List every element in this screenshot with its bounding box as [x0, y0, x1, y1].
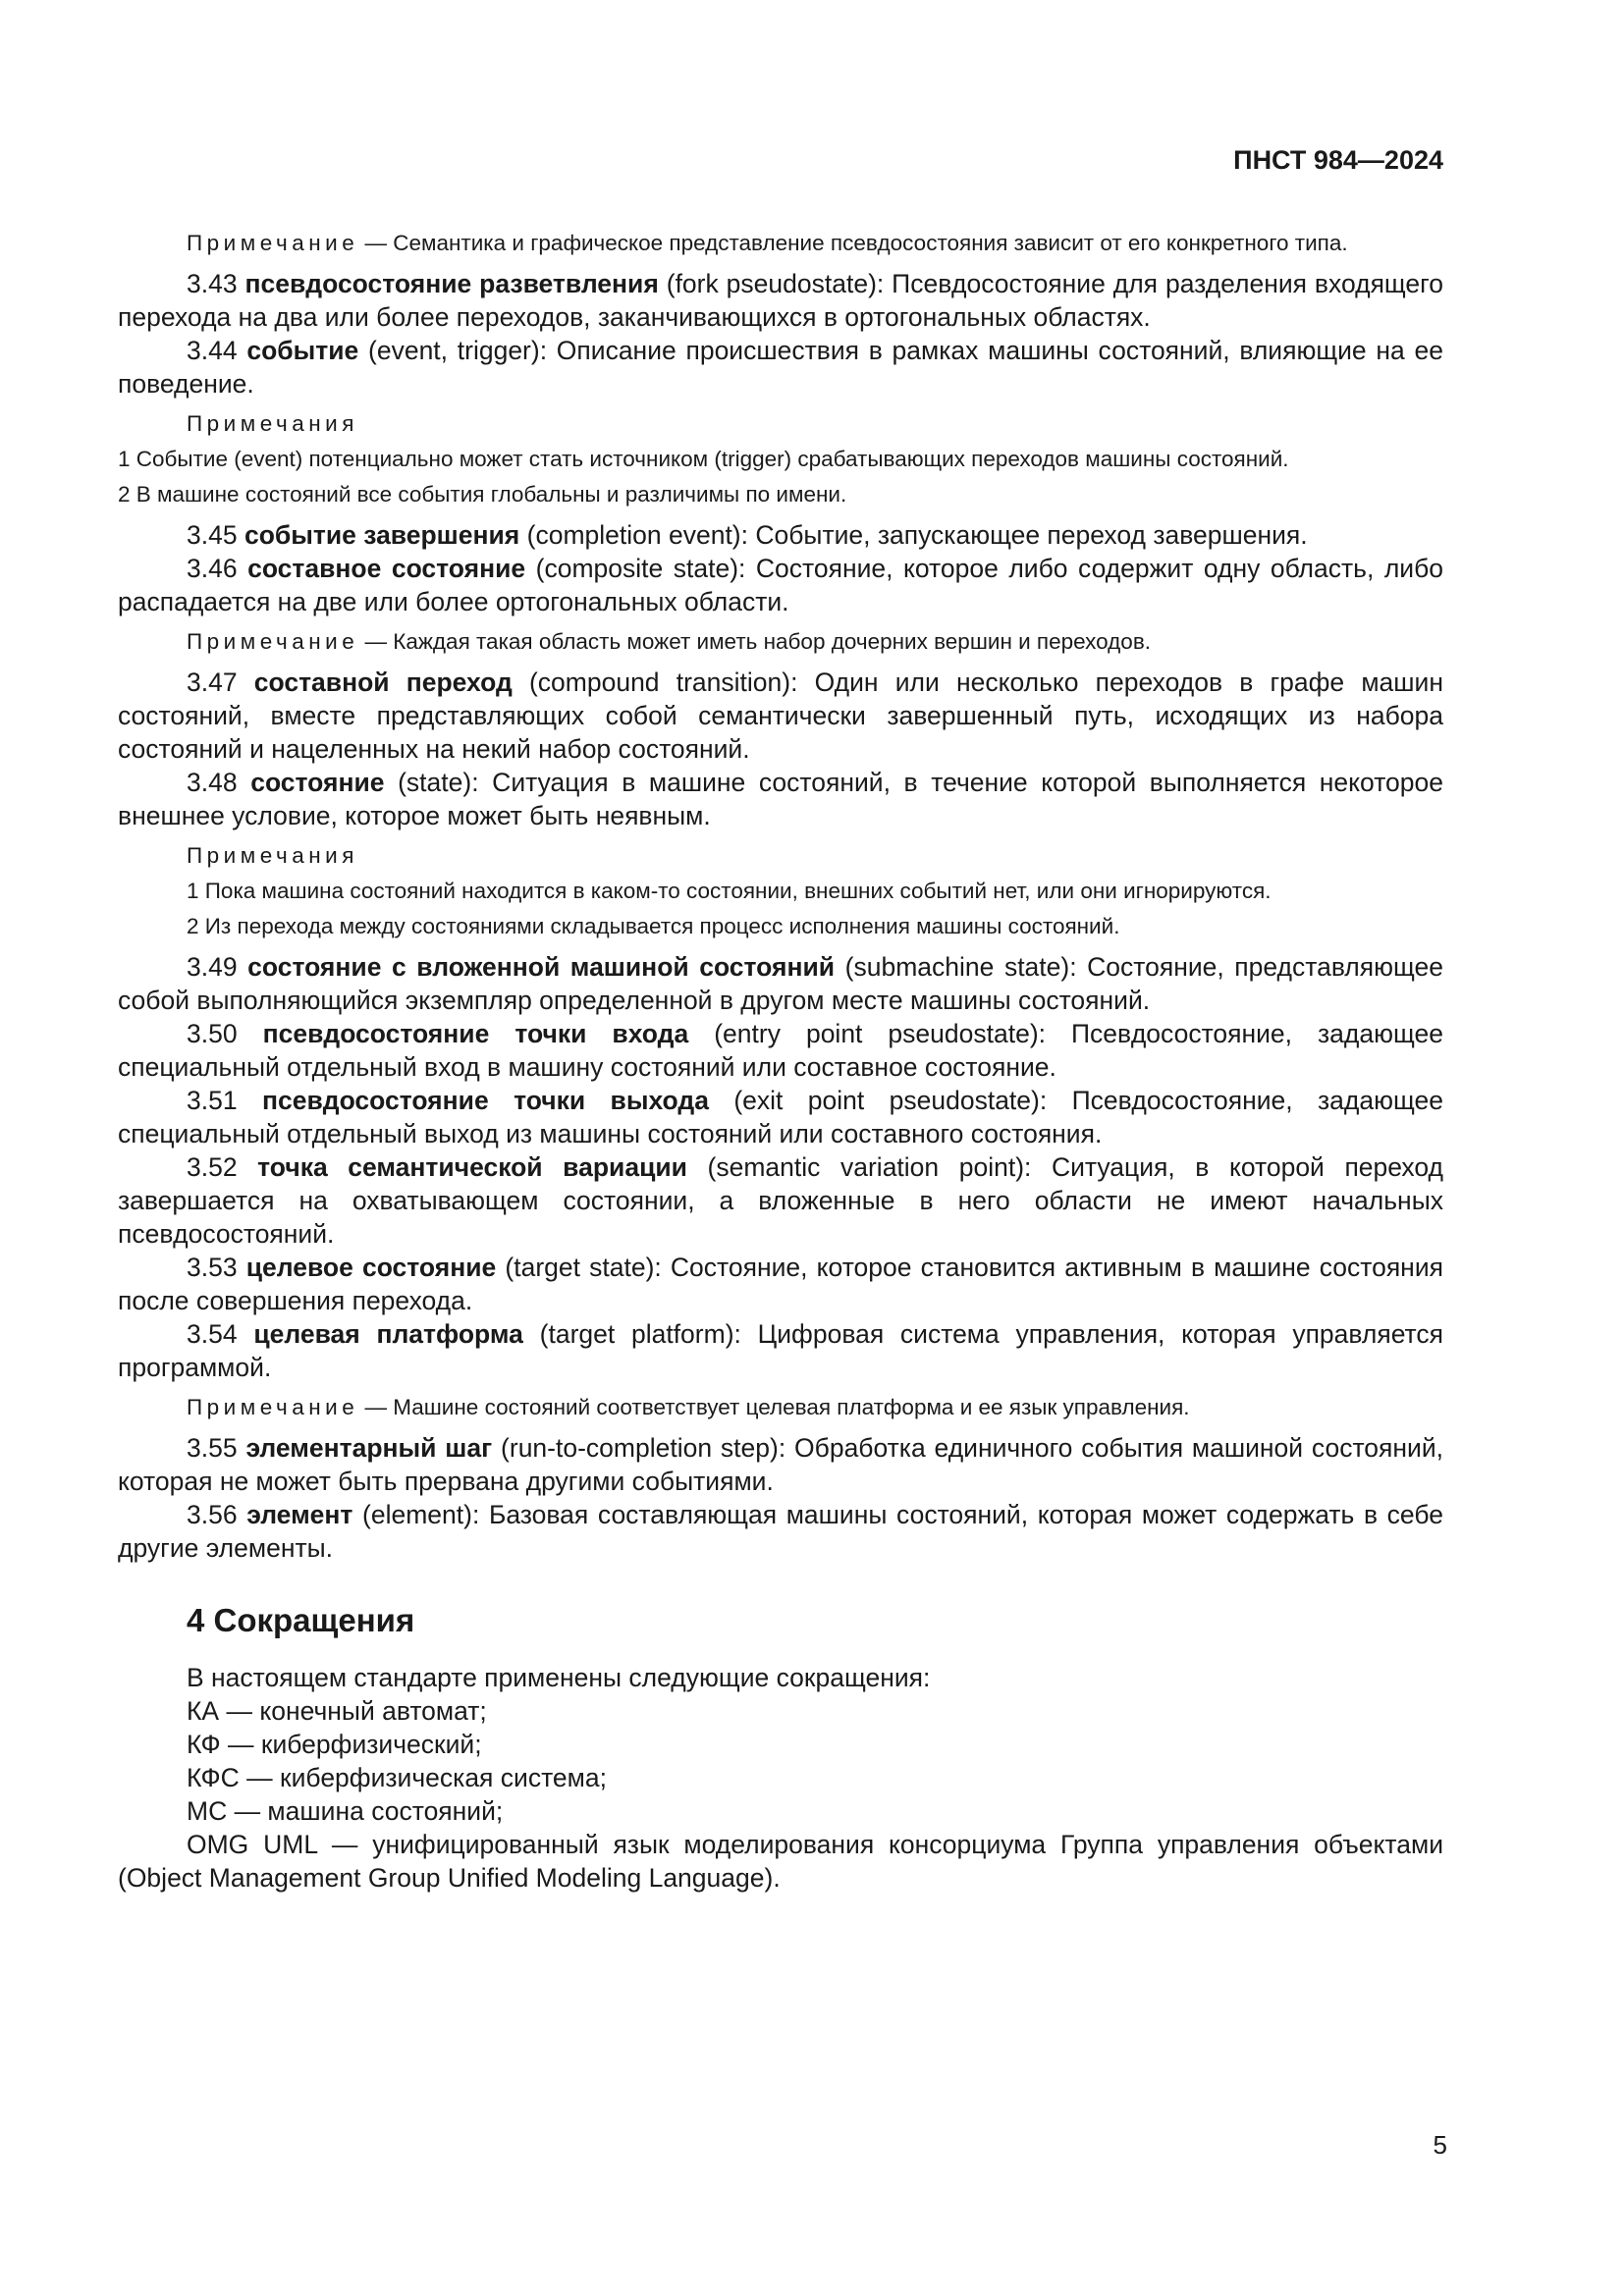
term-definition: (event, trigger): Описание происшествия в рамках машины состояний, влияющие на ее поведение.	[118, 336, 1443, 399]
term-3-53	[118, 1251, 1443, 1317]
term-definition: (composite state): Состояние, которое либо содержит одну область, либо распадается на две или более ортогональных области.	[118, 554, 1443, 616]
note-item: 1 Событие (event) потенциально может стать источником (trigger) срабатывающих переходов машины состояний.	[118, 447, 1289, 471]
term-3-51	[118, 1084, 1443, 1150]
document-code: ПНСТ 984—2024	[1233, 145, 1443, 175]
term-name: состояние	[250, 768, 385, 797]
term-number: 3.54	[187, 1319, 238, 1349]
term-definition: (exit point pseudostate): Псевдосостояние, задающее специальный отдельный выход из машины состояний или составного состояния.	[118, 1086, 1443, 1148]
term-3-52	[118, 1150, 1443, 1251]
notes-heading	[118, 408, 1443, 440]
term-3-48	[118, 766, 1443, 832]
term-3-46	[118, 552, 1443, 618]
term-name: составной переход	[253, 667, 513, 697]
term-name: состояние с вложенной машиной состояний	[247, 952, 836, 982]
term-definition: (fork pseudostate): Псевдосостояние для разделения входящего перехода на два или более переходов, заканчивающихся в ортогональных областях.	[118, 269, 1443, 332]
term-definition: (semantic variation point): Ситуация, в которой переход завершается на охватывающем состоянии, а вложенные в него области не имеют начальных псевдосостояний.	[118, 1152, 1443, 1249]
note-text: — Семантика и графическое представление псевдосостояния зависит от его конкретного типа.	[364, 231, 1348, 255]
term-number: 3.55	[187, 1433, 238, 1463]
term-number: 3.45	[187, 520, 238, 550]
term-definition: (target platform): Цифровая система управления, которая управляется программой.	[118, 1319, 1443, 1382]
term-name: событие завершения	[244, 520, 520, 550]
note-label: Примечание	[187, 231, 359, 255]
notes-label: Примечания	[187, 411, 358, 436]
notes-label: Примечания	[187, 843, 358, 868]
abbreviation-item: КФ — киберфизический;	[187, 1730, 482, 1759]
term-number: 3.44	[187, 336, 238, 365]
note-item: 1 Пока машина состояний находится в каком-то состоянии, внешних событий нет, или они игнорируются.	[187, 879, 1272, 903]
term-3-43	[118, 267, 1443, 334]
note-text: — Машине состояний соответствует целевая платформа и ее язык управления.	[364, 1395, 1190, 1419]
notes-heading	[118, 840, 1443, 872]
term-definition: (submachine state): Состояние, представляющее собой выполняющийся экземпляр определенной в другом месте машины состояний.	[118, 952, 1443, 1015]
note-text: — Каждая такая область может иметь набор дочерних вершин и переходов.	[364, 629, 1152, 654]
term-name: точка семантической вариации	[257, 1152, 687, 1182]
note-item: 2 Из перехода между состояниями складывается процесс исполнения машины состояний.	[187, 914, 1120, 938]
term-number: 3.48	[187, 768, 238, 797]
term-name: целевая платформа	[253, 1319, 523, 1349]
term-definition: (element): Базовая составляющая машины состояний, которая может содержать в себе другие элементы.	[118, 1500, 1443, 1563]
abbreviation-item: OMG UML — унифицированный язык моделирования консорциума Группа управления объектами (Object Management Group Unified Modeling Language).	[118, 1830, 1443, 1893]
term-name: событие	[246, 336, 359, 365]
term-3-49	[118, 950, 1443, 1017]
term-number: 3.51	[187, 1086, 238, 1115]
term-name: составное состояние	[247, 554, 526, 583]
term-number: 3.47	[187, 667, 238, 697]
term-name: псевдосостояние разветвления	[244, 269, 659, 298]
note	[118, 228, 1443, 259]
note-label: Примечание	[187, 1395, 359, 1419]
section-title: 4 Сокращения	[187, 1602, 415, 1638]
term-number: 3.49	[187, 952, 238, 982]
section-intro: В настоящем стандарте применены следующие сокращения:	[187, 1663, 931, 1692]
abbreviation-item: КФС — киберфизическая система;	[187, 1763, 607, 1792]
term-definition: (target state): Состояние, которое становится активным в машине состояния после совершения перехода.	[118, 1253, 1443, 1315]
note-item: 2 В машине состояний все события глобальны и различимы по имени.	[118, 482, 847, 507]
page-content	[118, 220, 1443, 1895]
term-3-44	[118, 334, 1443, 400]
term-name: элемент	[246, 1500, 353, 1529]
term-definition: (state): Ситуация в машине состояний, в течение которой выполняется некоторое внешнее условие, которое может быть неявным.	[118, 768, 1443, 830]
term-definition: (run-to-completion step): Обработка единичного события машиной состояний, которая не может быть прервана другими событиями.	[118, 1433, 1443, 1496]
term-number: 3.56	[187, 1500, 238, 1529]
term-3-45	[118, 518, 1443, 552]
term-3-54	[118, 1317, 1443, 1384]
term-3-47	[118, 666, 1443, 766]
term-3-50	[118, 1017, 1443, 1084]
term-number: 3.52	[187, 1152, 238, 1182]
note	[118, 626, 1443, 658]
note	[118, 1392, 1443, 1423]
note-label: Примечание	[187, 629, 359, 654]
abbreviation-item: КА — конечный автомат;	[187, 1696, 487, 1726]
term-number: 3.53	[187, 1253, 238, 1282]
term-name: целевое состояние	[245, 1253, 497, 1282]
abbreviation-item: МС — машина состояний;	[187, 1796, 504, 1826]
term-definition: (entry point pseudostate): Псевдосостояние, задающее специальный отдельный вход в машину состояний или составное состояние.	[118, 1019, 1443, 1082]
term-definition: (compound transition): Один или несколько переходов в графе машин состояний, вместе представляющих собой семантически завершенный путь, исходящих из набора состояний и нацеленных на некий набор состояний.	[118, 667, 1443, 764]
term-3-55	[118, 1431, 1443, 1498]
term-name: псевдосостояние точки выхода	[261, 1086, 709, 1115]
page-number: 5	[1433, 2130, 1447, 2160]
term-definition: (completion event): Событие, запускающее переход завершения.	[526, 520, 1308, 550]
term-number: 3.43	[187, 269, 238, 298]
term-name: псевдосостояние точки входа	[262, 1019, 689, 1048]
term-name: элементарный шаг	[245, 1433, 493, 1463]
term-number: 3.50	[187, 1019, 238, 1048]
term-3-56	[118, 1498, 1443, 1565]
term-number: 3.46	[187, 554, 238, 583]
